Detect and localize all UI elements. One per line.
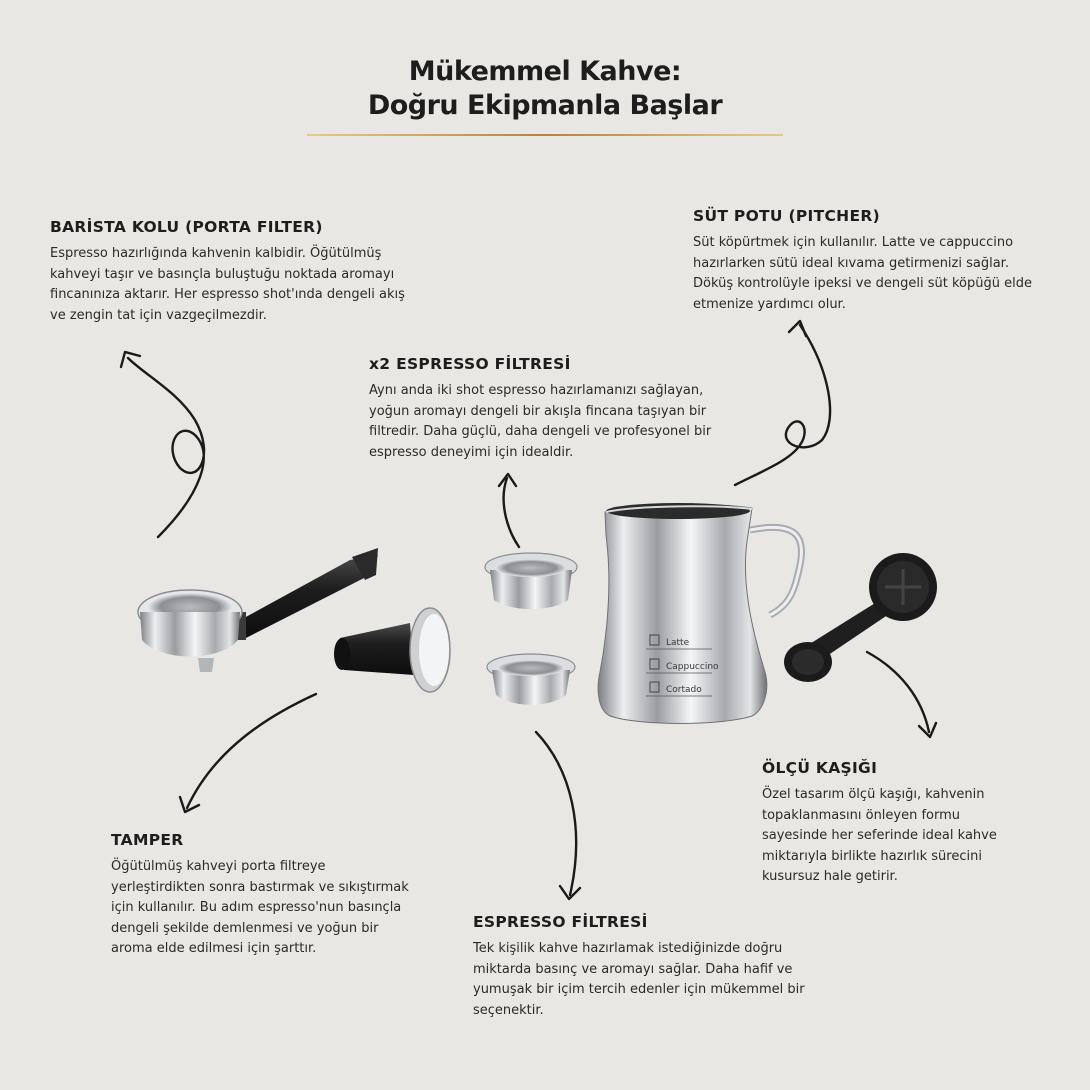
- single-filter-text: Tek kişilik kahve hazırlamak istediğinizde doğru miktarda basınç ve aromayı sağlar. Daha hafif ve yumuşak bir içim tercih edenler için mükemmel bir seçenektir.: [473, 941, 805, 1018]
- page-title-line-1: Mükemmel Kahve:: [408, 56, 682, 87]
- tamper-arrow: [180, 694, 316, 812]
- tamper-text: Öğütülmüş kahveyi porta filtreye yerleştirdikten sonra bastırmak ve sıkıştırmak için kullanılır. Bu adım espresso'nun basınçla dengeli şekilde demlenmesi ve yoğun bir aroma elde edilmesi için şarttır.: [111, 859, 409, 956]
- marking-cappuccino: Cappuccino: [666, 662, 719, 672]
- porta-filter-heading: BARİSTA KOLU (PORTA FILTER): [50, 218, 323, 236]
- single-filter-arrow: [536, 732, 580, 899]
- measuring-spoon-text: Özel tasarım ölçü kaşığı, kahvenin topaklanmasını önleyen formu sayesinde her seferinde ideal kahve miktarıyla birlikte hazırlık sürecini kusursuz hale getirir.: [762, 787, 997, 884]
- single-filter-heading: ESPRESSO FİLTRESİ: [473, 913, 648, 931]
- measuring-spoon-icon: [784, 553, 937, 682]
- pitcher-text: Süt köpürtmek için kullanılır. Latte ve cappuccino hazırlarken sütü ideal kıvama getirmenizi sağlar. Döküş kontrolüyle ipeksi ve dengeli süt köpüğü elde etmenize yardımcı olur.: [693, 235, 1032, 312]
- page-title-line-2: Doğru Ekipmanla Başlar: [367, 90, 723, 121]
- pitcher-heading: SÜT POTU (PITCHER): [693, 207, 880, 225]
- single-filter-icon: [487, 654, 575, 705]
- double-filter-arrow: [499, 474, 519, 547]
- marking-cortado: Cortado: [666, 685, 702, 695]
- porta-filter-arrow: [121, 352, 204, 537]
- milk-pitcher-icon: [598, 503, 801, 724]
- porta-filter-text: Espresso hazırlığında kahvenin kalbidir. Öğütülmüş kahveyi taşır ve basınçla buluştuğu noktada aromayı fincanınıza aktarır. Her espresso shot'ında dengeli akış ve zengin tat için vazgeçilmezdir.: [50, 246, 405, 323]
- tamper-heading: TAMPER: [111, 831, 184, 849]
- double-filter-heading: x2 ESPRESSO FİLTRESİ: [369, 355, 571, 373]
- measuring-spoon-heading: ÖLÇÜ KAŞIĞI: [762, 759, 878, 777]
- tamper-icon: [334, 608, 450, 692]
- measuring-spoon-arrow: [867, 652, 936, 737]
- marking-latte: Latte: [666, 638, 690, 648]
- double-filter-icon: [485, 553, 577, 609]
- pitcher-arrow: [735, 321, 830, 485]
- double-filter-text: Aynı anda iki shot espresso hazırlamanızı sağlayan, yoğun aromayı dengeli bir akışla fincana taşıyan bir filtredir. Daha güçlü, daha dengeli ve profesyonel bir espresso deneyimi için idealdir.: [369, 383, 712, 460]
